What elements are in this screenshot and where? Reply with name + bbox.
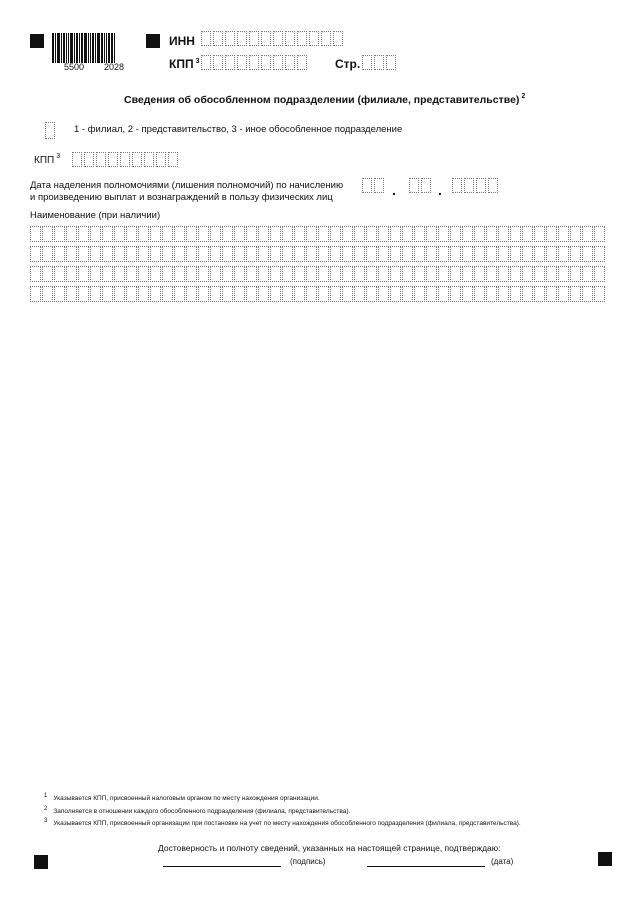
name-cell[interactable] [330, 266, 341, 282]
name-cell[interactable] [498, 266, 509, 282]
name-cell[interactable] [126, 226, 137, 242]
name-cell[interactable] [246, 226, 257, 242]
name-cell[interactable] [534, 226, 545, 242]
name-cell[interactable] [270, 286, 281, 302]
name-cell[interactable] [162, 226, 173, 242]
name-cell[interactable] [558, 226, 569, 242]
name-cell[interactable] [378, 286, 389, 302]
name-cell[interactable] [270, 226, 281, 242]
name-cell[interactable] [582, 266, 593, 282]
name-cell[interactable] [486, 286, 497, 302]
name-cell[interactable] [546, 226, 557, 242]
name-cell[interactable] [342, 246, 353, 262]
name-cell[interactable] [246, 286, 257, 302]
name-cell[interactable] [30, 286, 41, 302]
name-cell[interactable] [78, 246, 89, 262]
name-cell[interactable] [522, 226, 533, 242]
name-cell[interactable] [558, 266, 569, 282]
date-caption: (дата) [491, 857, 514, 866]
subdivision-type-field[interactable] [45, 122, 55, 139]
name-cell[interactable] [30, 226, 41, 242]
name-cell[interactable] [246, 266, 257, 282]
name-cell[interactable] [438, 266, 449, 282]
name-cell[interactable] [450, 286, 461, 302]
name-cell[interactable] [222, 246, 233, 262]
name-cell[interactable] [54, 226, 65, 242]
name-cell[interactable] [522, 286, 533, 302]
barcode-number-1: 5500 [64, 62, 85, 72]
name-cell[interactable] [102, 266, 113, 282]
name-cell[interactable] [378, 246, 389, 262]
name-cell[interactable] [594, 266, 605, 282]
name-cell[interactable] [534, 286, 545, 302]
name-cell[interactable] [210, 226, 221, 242]
name-cell[interactable] [522, 266, 533, 282]
corner-marker-bottom-left [34, 855, 48, 869]
name-row[interactable] [30, 266, 606, 282]
name-cell[interactable] [294, 286, 305, 302]
name-cell[interactable] [402, 226, 413, 242]
name-cell[interactable] [30, 246, 41, 262]
name-row[interactable] [30, 286, 606, 302]
name-cell[interactable] [486, 226, 497, 242]
name-cell[interactable] [438, 226, 449, 242]
name-cell[interactable] [210, 286, 221, 302]
name-cell[interactable] [174, 226, 185, 242]
kpp-label: КПП $^3$ [34, 153, 61, 166]
name-cell[interactable] [42, 226, 53, 242]
name-cell[interactable] [546, 266, 557, 282]
name-cell[interactable] [510, 286, 521, 302]
name-cell[interactable] [558, 286, 569, 302]
name-cell[interactable] [510, 246, 521, 262]
name-cell[interactable] [462, 266, 473, 282]
name-cell[interactable] [138, 246, 149, 262]
name-cell[interactable] [258, 226, 269, 242]
name-cell[interactable] [546, 286, 557, 302]
inn-label: ИНН [169, 34, 195, 48]
section-title: Сведения об обособленном подразделении (филиале, представительстве) $^2$ [124, 93, 526, 106]
name-cell[interactable] [258, 246, 269, 262]
page-number-field[interactable] [362, 55, 396, 70]
corner-marker-top-mid [146, 34, 160, 48]
confirmation-text: Достоверность и полноту сведений, указанных на настоящей странице, подтверждаю: [158, 843, 501, 853]
name-cell[interactable] [186, 226, 197, 242]
name-cell[interactable] [186, 266, 197, 282]
signature-label: (подпись) [290, 857, 326, 866]
name-cell[interactable] [498, 226, 509, 242]
name-cell[interactable] [126, 286, 137, 302]
name-cell[interactable] [114, 286, 125, 302]
name-cell[interactable] [462, 226, 473, 242]
name-cell[interactable] [294, 266, 305, 282]
name-cell[interactable] [342, 286, 353, 302]
kpp-field[interactable] [72, 152, 178, 167]
name-cell[interactable] [54, 246, 65, 262]
subdivision-type-options: 1 - филиал, 2 - представительство, 3 - иное обособленное подразделение [74, 124, 403, 135]
name-cell[interactable] [102, 286, 113, 302]
name-cell[interactable] [498, 286, 509, 302]
name-cell[interactable] [486, 246, 497, 262]
name-cell[interactable] [330, 246, 341, 262]
name-cell[interactable] [42, 246, 53, 262]
name-cell[interactable] [390, 226, 401, 242]
name-cell[interactable] [570, 246, 581, 262]
name-cell[interactable] [102, 246, 113, 262]
name-cell[interactable] [234, 286, 245, 302]
name-cell[interactable] [534, 266, 545, 282]
name-cell[interactable] [306, 266, 317, 282]
name-cell[interactable] [66, 266, 77, 282]
date-line[interactable] [367, 866, 485, 867]
corner-marker-top-left [30, 34, 44, 48]
name-cell[interactable] [198, 286, 209, 302]
name-cell[interactable] [594, 246, 605, 262]
name-cell[interactable] [234, 266, 245, 282]
name-field-grid[interactable] [30, 226, 606, 306]
name-cell[interactable] [162, 286, 173, 302]
name-cell[interactable] [354, 266, 365, 282]
name-cell[interactable] [174, 246, 185, 262]
name-cell[interactable] [558, 246, 569, 262]
name-cell[interactable] [402, 286, 413, 302]
name-cell[interactable] [426, 286, 437, 302]
name-cell[interactable] [414, 286, 425, 302]
name-cell[interactable] [414, 246, 425, 262]
name-cell[interactable] [318, 246, 329, 262]
name-cell[interactable] [402, 266, 413, 282]
barcode-image [52, 33, 132, 63]
name-cell[interactable] [114, 246, 125, 262]
name-cell[interactable] [78, 266, 89, 282]
name-cell[interactable] [102, 226, 113, 242]
name-cell[interactable] [222, 226, 233, 242]
name-cell[interactable] [330, 286, 341, 302]
barcode-number-2: 2028 [104, 62, 125, 72]
name-cell[interactable] [474, 286, 485, 302]
name-cell[interactable] [150, 226, 161, 242]
name-cell[interactable] [330, 226, 341, 242]
date-day-field[interactable] [362, 178, 384, 193]
name-cell[interactable] [546, 246, 557, 262]
name-cell[interactable] [126, 246, 137, 262]
name-cell[interactable] [198, 246, 209, 262]
name-cell[interactable] [174, 266, 185, 282]
name-cell[interactable] [570, 226, 581, 242]
name-cell[interactable] [90, 246, 101, 262]
footnote-3: 3 Указывается КПП, присвоенный организации при постановке на учет по месту нахождения обособленного подразделения (филиала, представительства). [44, 818, 521, 827]
name-cell[interactable] [294, 226, 305, 242]
name-cell[interactable] [150, 246, 161, 262]
name-cell[interactable] [66, 246, 77, 262]
name-cell[interactable] [390, 246, 401, 262]
name-cell[interactable] [42, 286, 53, 302]
name-cell[interactable] [498, 246, 509, 262]
name-cell[interactable] [306, 246, 317, 262]
name-cell[interactable] [354, 226, 365, 242]
name-cell[interactable] [66, 226, 77, 242]
name-cell[interactable] [258, 266, 269, 282]
name-cell[interactable] [150, 286, 161, 302]
name-cell[interactable] [66, 286, 77, 302]
date-separator-2: . [438, 182, 442, 198]
footnote-1: 1 Указывается КПП, присвоенный налоговым органом по месту нахождения организации. [44, 793, 320, 802]
name-cell[interactable] [402, 246, 413, 262]
name-cell[interactable] [90, 226, 101, 242]
name-cell[interactable] [450, 246, 461, 262]
date-label-line1: Дата наделения полномочиями (лишения полномочий) по начислению [30, 180, 344, 191]
name-cell[interactable] [138, 226, 149, 242]
inn-field[interactable] [201, 31, 343, 46]
name-cell[interactable] [306, 286, 317, 302]
name-cell[interactable] [186, 286, 197, 302]
name-row[interactable] [30, 246, 606, 262]
name-cell[interactable] [198, 226, 209, 242]
kpp-header-field[interactable] [201, 55, 307, 70]
name-cell[interactable] [318, 266, 329, 282]
name-cell[interactable] [414, 266, 425, 282]
name-cell[interactable] [582, 226, 593, 242]
date-label-line2: и произведению выплат и вознаграждений в пользу физических лиц [30, 192, 333, 203]
name-cell[interactable] [450, 226, 461, 242]
name-cell[interactable] [594, 286, 605, 302]
name-cell[interactable] [462, 286, 473, 302]
name-cell[interactable] [114, 266, 125, 282]
name-cell[interactable] [198, 266, 209, 282]
name-cell[interactable] [270, 266, 281, 282]
name-cell[interactable] [282, 266, 293, 282]
name-cell[interactable] [522, 246, 533, 262]
name-cell[interactable] [474, 266, 485, 282]
name-cell[interactable] [258, 286, 269, 302]
name-cell[interactable] [234, 246, 245, 262]
name-cell[interactable] [114, 226, 125, 242]
name-cell[interactable] [342, 266, 353, 282]
name-cell[interactable] [426, 266, 437, 282]
name-cell[interactable] [438, 246, 449, 262]
name-cell[interactable] [186, 246, 197, 262]
name-cell[interactable] [570, 266, 581, 282]
name-cell[interactable] [126, 266, 137, 282]
name-cell[interactable] [78, 286, 89, 302]
name-cell[interactable] [222, 286, 233, 302]
name-cell[interactable] [594, 226, 605, 242]
name-cell[interactable] [30, 266, 41, 282]
name-cell[interactable] [246, 246, 257, 262]
name-cell[interactable] [210, 246, 221, 262]
name-cell[interactable] [510, 266, 521, 282]
name-cell[interactable] [90, 286, 101, 302]
name-cell[interactable] [486, 266, 497, 282]
name-cell[interactable] [210, 266, 221, 282]
name-cell[interactable] [438, 286, 449, 302]
name-cell[interactable] [390, 266, 401, 282]
name-cell[interactable] [366, 266, 377, 282]
date-separator-1: . [392, 182, 396, 198]
name-cell[interactable] [366, 246, 377, 262]
name-cell[interactable] [342, 226, 353, 242]
name-cell[interactable] [462, 246, 473, 262]
kpp-header-label: КПП $^3$ [169, 57, 200, 71]
name-cell[interactable] [474, 226, 485, 242]
name-cell[interactable] [378, 266, 389, 282]
signature-line[interactable] [163, 866, 281, 867]
name-cell[interactable] [42, 266, 53, 282]
name-cell[interactable] [306, 226, 317, 242]
name-cell[interactable] [426, 226, 437, 242]
name-cell[interactable] [366, 226, 377, 242]
name-cell[interactable] [318, 286, 329, 302]
name-cell[interactable] [162, 246, 173, 262]
name-cell[interactable] [78, 226, 89, 242]
name-row[interactable] [30, 226, 606, 242]
name-cell[interactable] [582, 246, 593, 262]
date-month-field[interactable] [409, 178, 431, 193]
name-cell[interactable] [354, 286, 365, 302]
name-cell[interactable] [234, 226, 245, 242]
name-cell[interactable] [450, 266, 461, 282]
name-cell[interactable] [318, 226, 329, 242]
name-cell[interactable] [54, 286, 65, 302]
name-cell[interactable] [54, 266, 65, 282]
name-cell[interactable] [282, 246, 293, 262]
page-label: Стр. [335, 57, 361, 71]
name-cell[interactable] [570, 286, 581, 302]
name-cell[interactable] [162, 266, 173, 282]
name-cell[interactable] [138, 286, 149, 302]
corner-marker-bottom-right [598, 852, 612, 866]
name-cell[interactable] [174, 286, 185, 302]
name-cell[interactable] [90, 266, 101, 282]
footnote-2: 2 Заполняется в отношении каждого обособленного подразделения (филиала, представительства). [44, 806, 351, 815]
name-cell[interactable] [150, 266, 161, 282]
name-cell[interactable] [366, 286, 377, 302]
name-cell[interactable] [534, 246, 545, 262]
name-cell[interactable] [390, 286, 401, 302]
name-cell[interactable] [510, 226, 521, 242]
name-cell[interactable] [282, 226, 293, 242]
name-cell[interactable] [294, 246, 305, 262]
name-cell[interactable] [426, 246, 437, 262]
name-cell[interactable] [138, 266, 149, 282]
name-label: Наименование (при наличии) [30, 210, 161, 221]
name-cell[interactable] [270, 246, 281, 262]
name-cell[interactable] [582, 286, 593, 302]
name-cell[interactable] [354, 246, 365, 262]
name-cell[interactable] [378, 226, 389, 242]
name-cell[interactable] [414, 226, 425, 242]
date-year-field[interactable] [452, 178, 498, 193]
name-cell[interactable] [282, 286, 293, 302]
name-cell[interactable] [474, 246, 485, 262]
name-cell[interactable] [222, 266, 233, 282]
